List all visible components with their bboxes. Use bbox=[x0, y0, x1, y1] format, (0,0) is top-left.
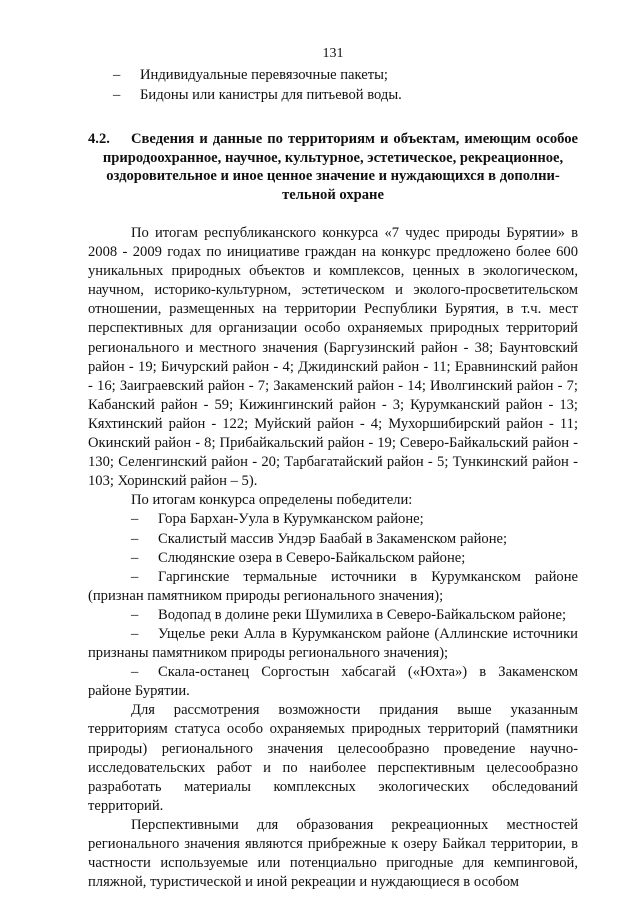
supplies-list bbox=[88, 66, 578, 105]
list-item bbox=[88, 530, 578, 549]
paragraph-contest-results: По итогам республиканского конкурса «7 чудес природы Бурятии» в 2008 - 2009 годах по инициативе граждан на конкурс предложено более 600 уникальных природных объектов и комплексов, ценных в экологическом, научном, историко-культурном, эстетическом и эколого-просветительском отношении, размещенных на территории Республики Бурятия, в т.ч. мест перспективных для организации особо охраняемых природных территорий регионального и местного значения (Баргузинский район - 38; Баунтовский район - 19; Бичурский район - 4; Джидинский район - 11; Еравнинский район - 16; Заиграевский район - 7; Закаменский район - 14; Иволгинский район - 7; Кабанский район - 59; Кижингинский район - 3; Курумканский район - 13; Кяхтинский район - 122; Муйский район - 4; Мухоршибирский район - 11; Окинский район - 8; Прибайкальский район - 19; Северо-Байкальский район - 130; Селенгинский район - 20; Тарбагатайский район - 5; Тункинский район - 103; Хоринский район – 5). bbox=[88, 225, 578, 490]
heading-line: тельной охране bbox=[282, 186, 384, 203]
heading-line: Сведения и данные по территориям и объектам, имеющим особое bbox=[131, 131, 578, 147]
paragraph-status-proposal: Для рассмотрения возможности придания выше указанным территориям статуса особо охраняемых природных территорий (памятники природы) регионального значения целесообразно проведение научно-исследовательских работ и по наиболее перспективным целесообразно разработать материалы комплексных экологических обследований территорий. bbox=[88, 702, 578, 814]
list-item-text: Слюдянские озера в Северо-Байкальском районе; bbox=[158, 549, 466, 566]
dash-marker: – bbox=[131, 549, 139, 566]
dash-marker: – bbox=[113, 67, 121, 83]
heading-line: оздоровительное и иное ценное значение и нуждающихся в дополни- bbox=[106, 168, 560, 184]
list-item bbox=[88, 568, 578, 606]
list-item bbox=[88, 549, 578, 568]
list-item bbox=[88, 86, 578, 106]
list-item bbox=[88, 625, 578, 663]
dash-marker: – bbox=[131, 606, 139, 623]
list-item-text: Водопад в долине реки Шумилиха в Северо-Байкальском районе; bbox=[158, 606, 567, 623]
section-body bbox=[88, 224, 578, 892]
list-item-text: Индивидуальные перевязочные пакеты; bbox=[140, 67, 388, 83]
paragraph-recreation-areas: Перспективными для образования рекреационных местностей регионального значения являются прибрежные к озеру Байкал территории, в частности используемые или потенциально пригодные для кемпинговой, пляжной, туристической и иной рекреации и нуждающиеся в особом bbox=[88, 816, 578, 891]
page-number: 131 bbox=[322, 46, 344, 61]
heading-line: природоохранное, научное, культурное, эстетическое, рекреационное, bbox=[102, 149, 564, 166]
list-item bbox=[88, 606, 578, 625]
list-item-text: Гора Бархан-Уула в Курумканском районе; bbox=[158, 511, 424, 528]
list-item-text: Скалистый массив Ундэр Баабай в Закаменском районе; bbox=[158, 530, 508, 547]
list-item-text: Гаргинские термальные источники в Курумканском районе (признан памятником природы регионального значения); bbox=[88, 568, 578, 604]
list-item-text: Бидоны или канистры для питьевой воды. bbox=[140, 86, 402, 103]
dash-marker: – bbox=[131, 625, 139, 642]
list-item bbox=[88, 510, 578, 529]
dash-marker: – bbox=[131, 568, 139, 585]
list-item bbox=[88, 66, 578, 86]
dash-marker: – bbox=[131, 530, 139, 547]
list-item-text: Ущелье реки Алла в Курумканском районе (Аллинские источники признаны памятником природы регионального значения); bbox=[88, 625, 578, 662]
paragraph-winners-intro: По итогам конкурса определены победители: bbox=[131, 492, 413, 509]
dash-marker: – bbox=[131, 511, 139, 528]
section-heading bbox=[88, 130, 578, 204]
dash-marker: – bbox=[131, 664, 139, 681]
section-number: 4.2. bbox=[88, 131, 110, 147]
winners-list bbox=[88, 510, 578, 701]
dash-marker: – bbox=[113, 86, 121, 103]
list-item-text: Скала-останец Соргостын хабсагай («Юхта») в Закаменском районе Бурятии. bbox=[88, 664, 578, 700]
list-item bbox=[88, 663, 578, 701]
